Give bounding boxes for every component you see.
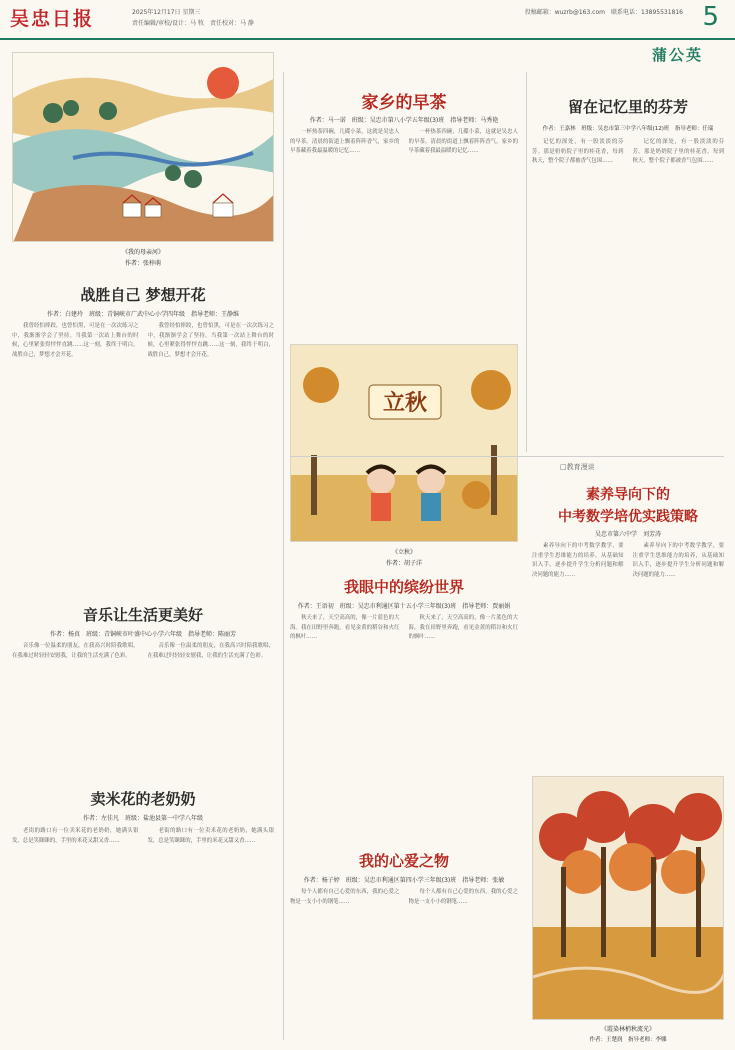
article-body <box>12 827 274 1037</box>
article-byline: 作者：白建玲 班级：青铜峡市广武中心小学四年级 指导老师：王静维 <box>46 311 239 318</box>
article-byline: 作者：杨子婷 班级：吴忠市利通区第四小学三年级(3)班 指导老师：张敏 <box>303 877 505 884</box>
article-body <box>532 138 724 450</box>
page-header <box>0 0 735 40</box>
image-author: 作者：王楚润 指导老师：李娜 <box>589 1037 667 1043</box>
article-body <box>290 614 518 838</box>
article-title: 战胜自己 梦想开花 <box>80 286 206 304</box>
body-text: 老街的路口有一位卖米花的老奶奶，她满头银发，总是笑眯眯的，手里的米花又甜又香…… <box>12 828 139 844</box>
body-text: 素养导向下的中考数学教学，要注重学生思维能力的培养，从基础知识入手，逐步提升学生分析问题和解决问题的能力…… <box>532 543 624 578</box>
svg-text:立秋: 立秋 <box>382 390 428 416</box>
body-text: 秋天来了，天空高高的，像一片蓝色的大海。我在田野里奔跑，看见金黄的稻谷和火红的枫叶…… <box>408 615 518 641</box>
page-number: 5 <box>702 2 719 32</box>
painting-autumn <box>290 344 518 542</box>
article-body <box>290 128 518 342</box>
article-author: 吴忠市第六中学 刘芳涛 <box>594 531 661 538</box>
article-title: 我的心爱之物 <box>358 852 449 870</box>
body-text: 老街的路口有一位卖米花的老奶奶，她满头银发，总是笑眯眯的，手里的米花又甜又香…… <box>147 828 274 844</box>
image-caption: 《霞染林梢秋流光》 <box>600 1026 655 1033</box>
body-text: 素养导向下的中考数学教学，要注重学生思维能力的培养，从基础知识入手，逐步提升学生分析问题和解决问题的能力…… <box>632 543 724 578</box>
article-byline: 作者：左佳凡 班级：盐池县第一中学八年级 <box>82 815 203 822</box>
column-divider <box>526 72 527 452</box>
image-author: 作者：胡子洋 <box>385 560 422 567</box>
painting-autumn-forest <box>532 776 724 1020</box>
article-body <box>532 542 724 770</box>
editor-info: 责任编辑/审校/设计：马 牧 责任校对：马 静 <box>132 20 254 27</box>
image-author: 作者：张梓萌 <box>124 260 161 267</box>
article-title-line1: 素养导向下的 <box>586 487 670 503</box>
article-byline: 作者：杨真 班级：青铜峡市叶盛中心小学六年级 指导老师：陈丽芳 <box>49 631 236 638</box>
article-byline: 作者：马一诺 班级：吴忠市第八小学五年级(3)班 指导老师：马秀艳 <box>309 117 499 124</box>
masthead: 吴忠日报 <box>10 8 95 30</box>
painting-my-mother-river <box>12 52 274 242</box>
body-text: 秋天来了，天空高高的，像一片蓝色的大海。我在田野里奔跑，看见金黄的稻谷和火红的枫叶…… <box>290 615 400 641</box>
article-title: 卖米花的老奶奶 <box>90 790 196 808</box>
article-title: 留在记忆里的芬芳 <box>567 98 688 116</box>
body-text: 记忆的深处，有一股淡淡的芬芳。那是奶奶院子里的桂花香，每到秋天，整个院子都被香气包围…… <box>632 139 724 165</box>
article-title: 家乡的早茶 <box>361 93 447 113</box>
article-body <box>12 322 274 596</box>
issue-date: 2025年12月17日 星期三 <box>132 9 201 16</box>
article-byline: 作者：王语初 班级：吴忠市利通区第十五小学三年级(3)班 指导老师：贾丽娟 <box>297 603 511 610</box>
body-text: 一杯热茶四碗，几碟小菜，这就是吴忠人的早茶。清晨的街道上飘着阵阵香气，家乡的早茶藏着我最温暖的记忆…… <box>408 129 518 155</box>
body-text: 一杯热茶四碗，几碟小菜，这就是吴忠人的早茶。清晨的街道上飘着阵阵香气，家乡的早茶藏着我最温暖的记忆…… <box>290 129 400 155</box>
section-divider <box>290 456 724 457</box>
body-text: 音乐像一位温柔的朋友，在我高兴时陪我歌唱，在我难过时轻轻安慰我，让我的生活充满了色彩。 <box>147 643 274 659</box>
body-text: 我曾经怕摔跤，也曾怕黑，可是在一次次练习之中，我渐渐学会了坚持。当我第一次站上舞台的时候，心里紧张得怦怦直跳……这一刻，我终于明白，战胜自己，梦想才会开花。 <box>147 323 274 358</box>
article-title: 我眼中的缤纷世界 <box>343 578 464 596</box>
body-text: 每个人都有自己心爱的东西，我的心爱之物是一支小小的钢笔…… <box>290 889 400 905</box>
article-body <box>12 642 274 772</box>
body-text: 记忆的深处，有一股淡淡的芬芳。那是奶奶院子里的桂花香，每到秋天，整个院子都被香气包围…… <box>532 139 624 165</box>
body-text: 音乐像一位温柔的朋友，在我高兴时陪我歌唱，在我难过时轻轻安慰我，让我的生活充满了色彩。 <box>12 643 139 659</box>
image-caption: 《我的母亲河》 <box>121 249 164 256</box>
article-byline: 作者：王嘉林 班级：吴忠市第三中学八年级(12)班 指导老师：任瑞 <box>542 126 714 132</box>
column-divider <box>283 72 284 1040</box>
article-title-line2: 中考数学培优实践策略 <box>558 509 698 525</box>
contact-info: 投稿邮箱：wuzrb@163.com 联系电话：13895531816 <box>524 9 683 16</box>
article-title: 音乐让生活更美好 <box>82 606 203 624</box>
body-text: 每个人都有自己心爱的东西，我的心爱之物是一支小小的钢笔…… <box>408 889 518 905</box>
image-caption: 《立秋》 <box>391 549 416 556</box>
section-title: 蒲公英 <box>651 46 703 64</box>
article-body <box>290 888 518 1038</box>
column-kicker: □教育漫谈 <box>560 463 595 471</box>
body-text: 我曾经怕摔跤，也曾怕黑，可是在一次次练习之中，我渐渐学会了坚持。当我第一次站上舞台的时候，心里紧张得怦怦直跳……这一刻，我终于明白，战胜自己，梦想才会开花。 <box>12 323 139 358</box>
